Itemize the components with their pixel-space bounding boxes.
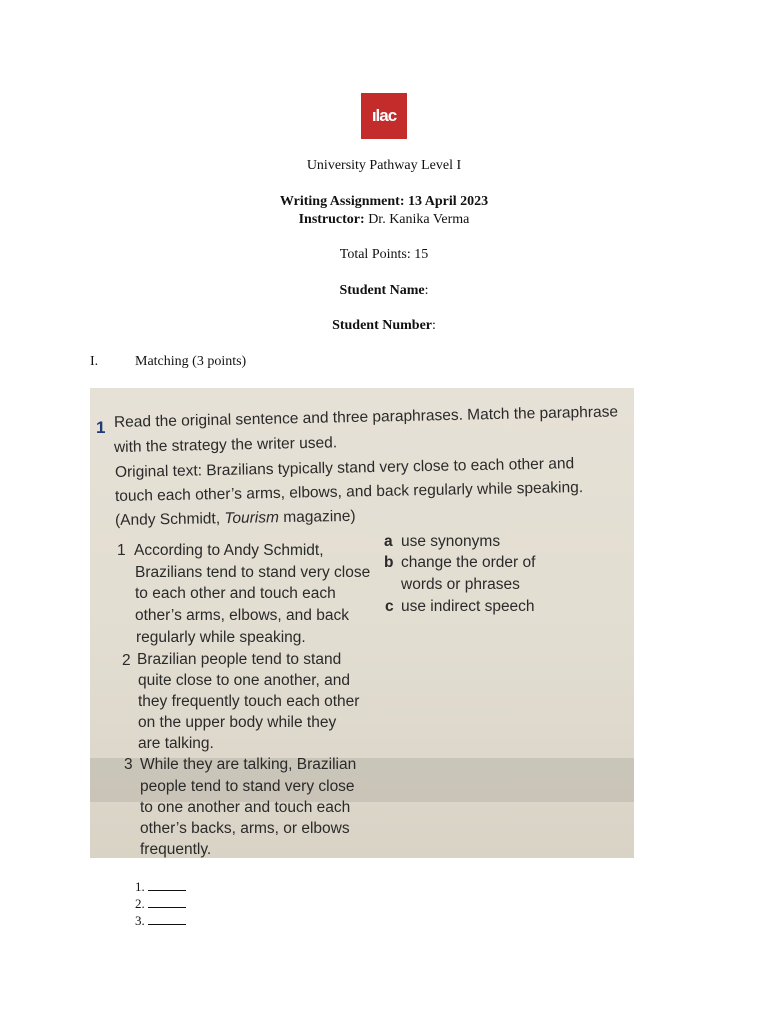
section-number: I. bbox=[90, 354, 99, 369]
course-title: University Pathway Level I bbox=[306, 158, 462, 173]
instruction-line-1: Read the original sentence and three paraphrases. Match the paraphrase bbox=[113, 403, 619, 431]
assignment-title: Writing Assignment: 13 April 2023 bbox=[279, 194, 489, 209]
paraphrase-2-number: 2 bbox=[122, 652, 131, 669]
answer-blanks bbox=[135, 878, 186, 929]
paraphrase-1-line-4: other’s arms, elbows, and back bbox=[135, 607, 349, 624]
answer-blank-3[interactable] bbox=[148, 913, 186, 925]
student-number-label: Student Number bbox=[332, 318, 433, 333]
instructor-line bbox=[0, 211, 768, 228]
student-name-label: Student Name bbox=[339, 283, 425, 298]
paraphrase-3-number: 3 bbox=[124, 756, 133, 773]
paraphrase-1-line-5: regularly while speaking. bbox=[136, 629, 306, 646]
paraphrase-3-line-3: to one another and touch each bbox=[140, 799, 351, 816]
paraphrase-1-number: 1 bbox=[117, 542, 126, 559]
strategy-b-line-2: words or phrases bbox=[401, 576, 520, 593]
instructor-name: Dr. Kanika Verma bbox=[364, 212, 470, 227]
paraphrase-3-line-1: While they are talking, Brazilian bbox=[140, 756, 357, 773]
answer-row-3[interactable] bbox=[135, 912, 186, 929]
original-source bbox=[115, 506, 356, 531]
paraphrase-1-line-2: Brazilians tend to stand very close bbox=[135, 564, 371, 581]
answer-label-3: 3. bbox=[135, 913, 148, 928]
instructor-label: Instructor: bbox=[298, 212, 365, 227]
paraphrase-2-line-4: on the upper body while they bbox=[138, 714, 337, 731]
paraphrase-2-line-1: Brazilian people tend to stand bbox=[137, 651, 342, 668]
student-name-line bbox=[0, 282, 768, 299]
total-points: Total Points: 15 bbox=[339, 247, 429, 262]
source-author: (Andy Schmidt, bbox=[114, 510, 225, 529]
original-line-2: touch each other’s arms, elbows, and back regularly while speaking. bbox=[114, 479, 584, 505]
original-line-1: Original text: Brazilians typically stand very close to each other and bbox=[114, 455, 575, 481]
answer-label-2: 2. bbox=[135, 896, 148, 911]
answer-row-1[interactable] bbox=[135, 878, 186, 895]
strategy-c-letter: c bbox=[385, 598, 394, 615]
strategy-c-text: use indirect speech bbox=[401, 598, 535, 615]
paraphrase-1-line-1: According to Andy Schmidt, bbox=[134, 542, 324, 559]
strategy-b-letter: b bbox=[384, 554, 394, 571]
paraphrase-1-line-3: to each other and touch each bbox=[135, 585, 336, 602]
source-suffix: magazine) bbox=[278, 507, 356, 527]
student-number-colon: : bbox=[432, 318, 436, 333]
strategy-a-letter: a bbox=[384, 533, 393, 550]
source-magazine: Tourism bbox=[224, 509, 280, 528]
instruction-line-2: with the strategy the writer used. bbox=[113, 434, 338, 456]
paraphrase-3-line-2: people tend to stand very close bbox=[140, 778, 355, 795]
answer-blank-2[interactable] bbox=[148, 896, 186, 908]
strategy-a-text: use synonyms bbox=[401, 533, 501, 550]
student-name-colon: : bbox=[424, 283, 429, 298]
logo-mark: ılac bbox=[371, 106, 397, 125]
strategy-b-line-1: change the order of bbox=[401, 554, 536, 571]
paraphrase-2-line-3: they frequently touch each other bbox=[138, 693, 360, 710]
paraphrase-2-line-5: are talking. bbox=[138, 735, 214, 752]
student-number-line bbox=[0, 317, 768, 334]
textbook-photo bbox=[90, 388, 634, 858]
section-title: Matching (3 points) bbox=[135, 354, 247, 369]
answer-blank-1[interactable] bbox=[148, 879, 186, 891]
paraphrase-3-line-4: other’s backs, arms, or elbows bbox=[140, 820, 350, 837]
paraphrase-3-line-5: frequently. bbox=[140, 841, 212, 858]
answer-row-2[interactable] bbox=[135, 895, 186, 912]
answer-label-1: 1. bbox=[135, 879, 148, 894]
paraphrase-2-line-2: quite close to one another, and bbox=[138, 672, 350, 689]
school-logo bbox=[361, 93, 407, 139]
exercise-number: 1 bbox=[96, 418, 106, 437]
